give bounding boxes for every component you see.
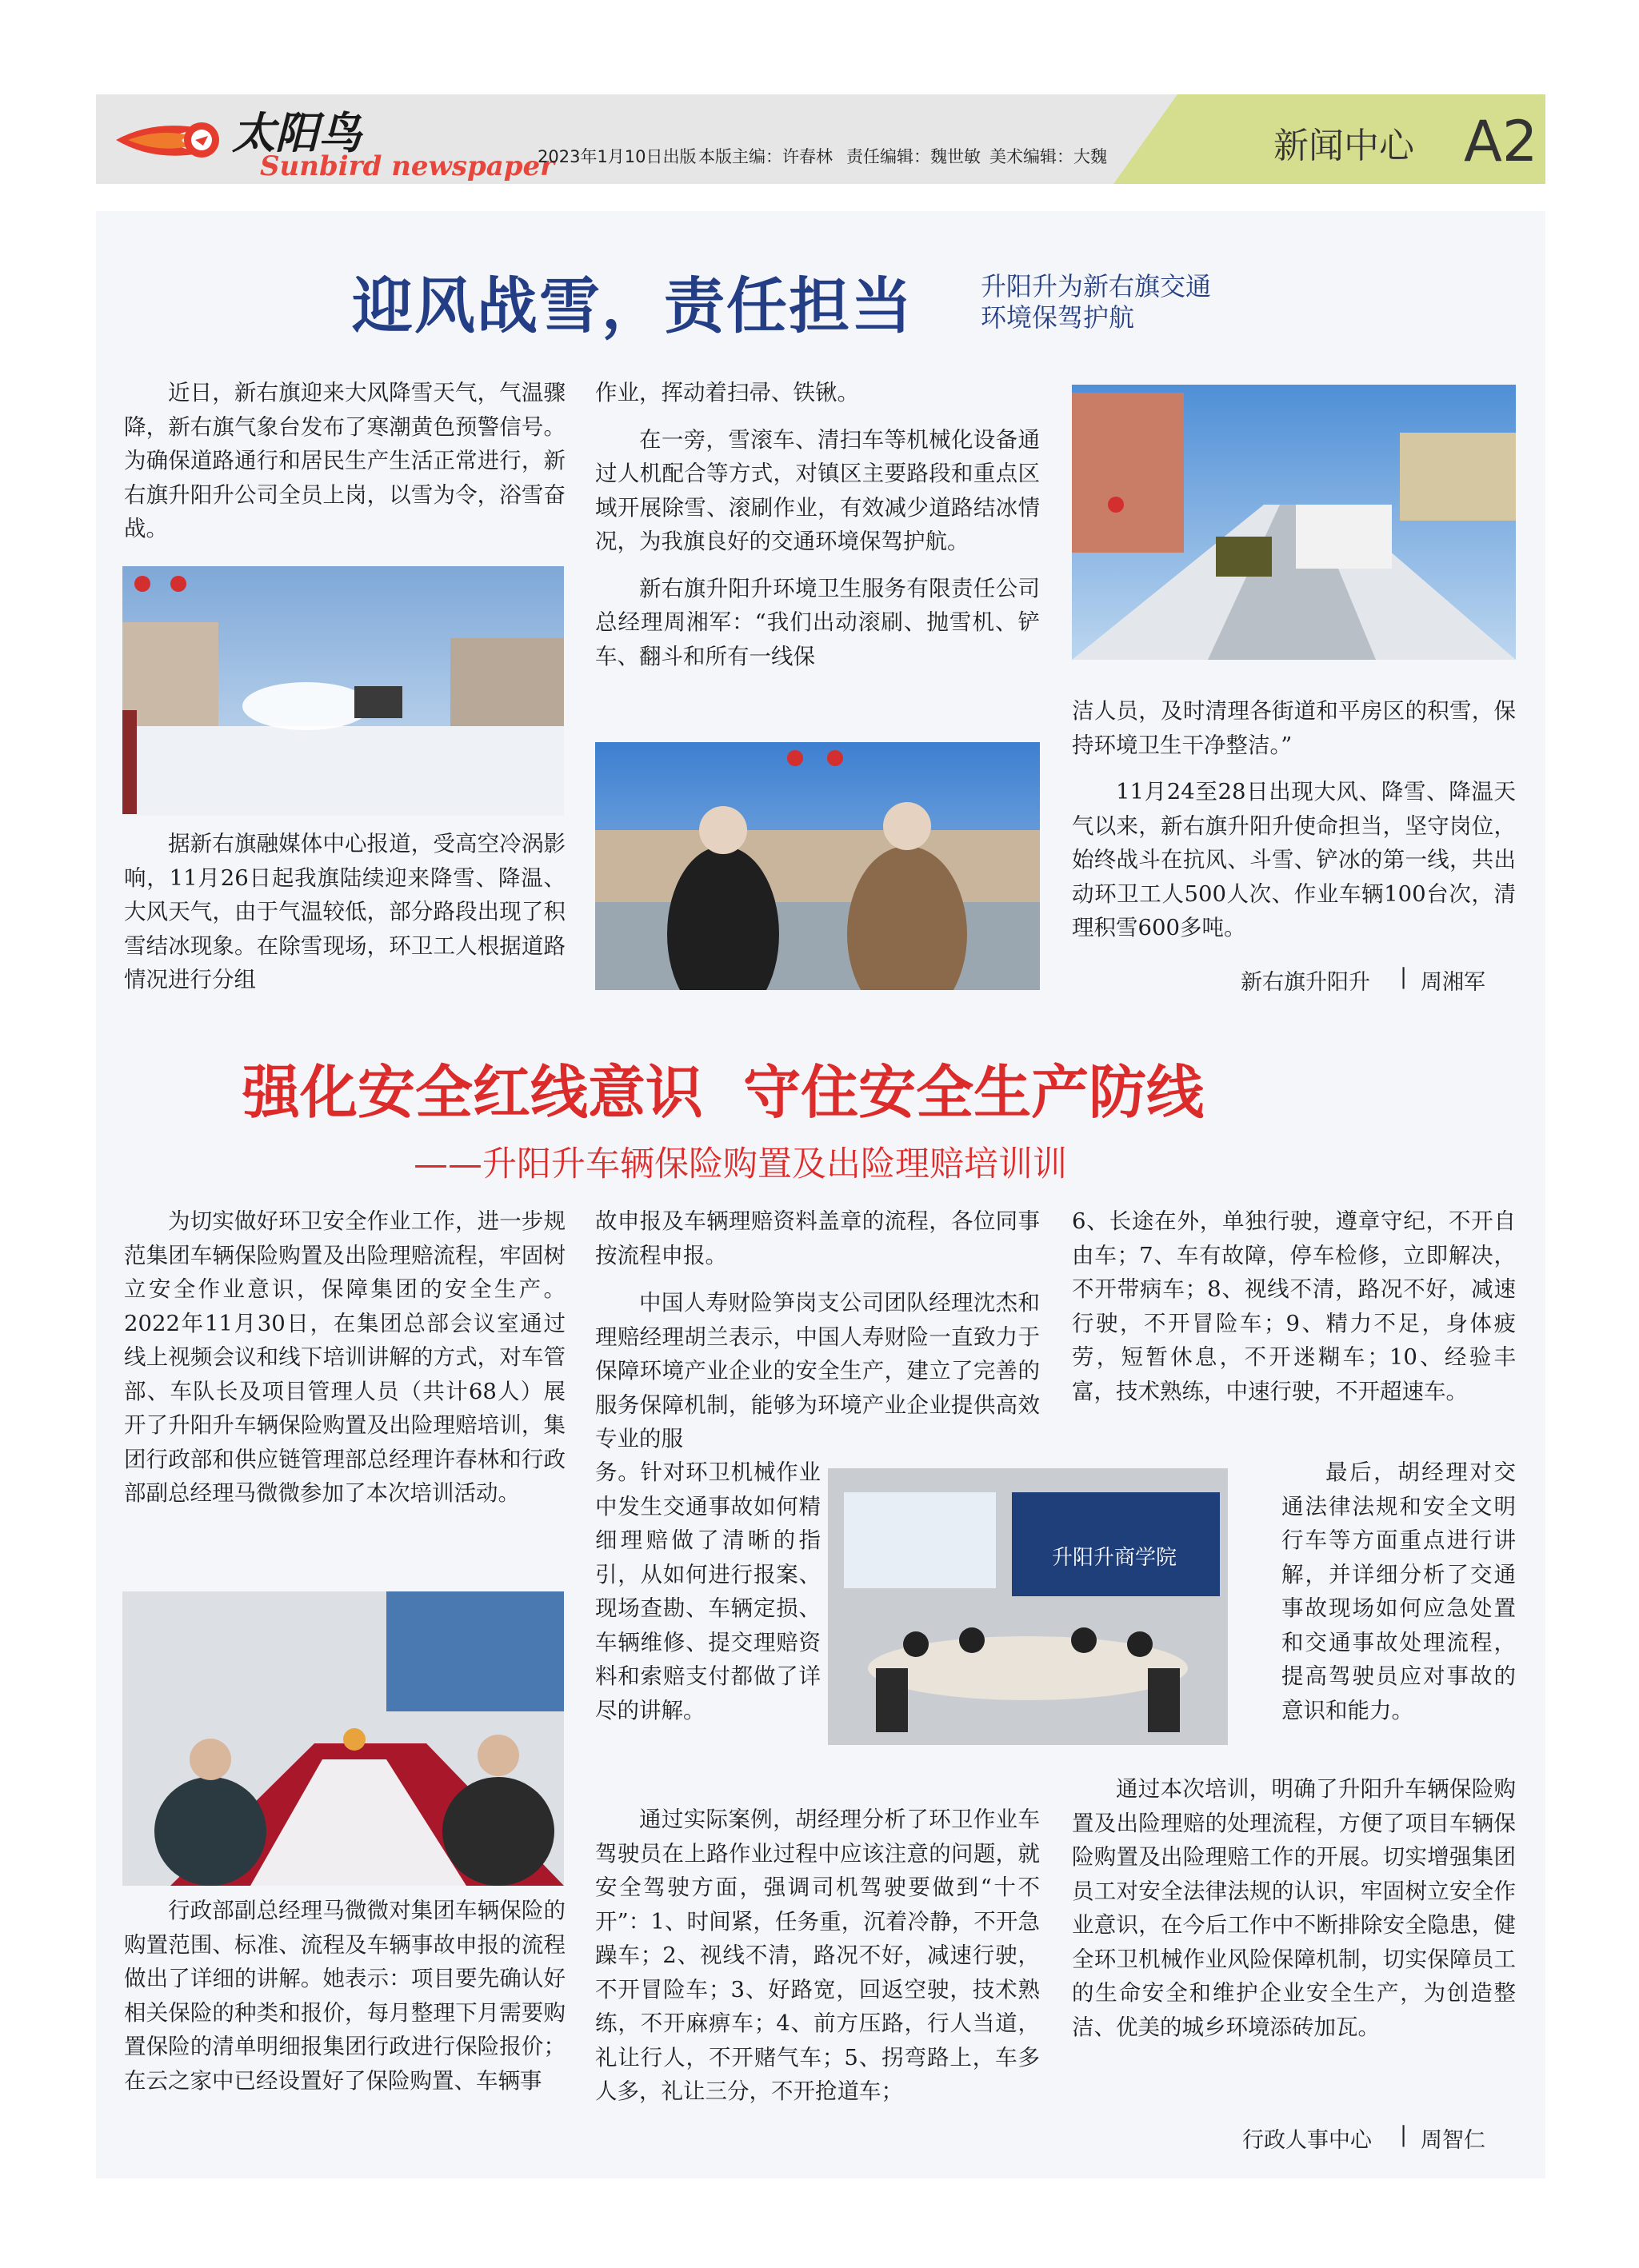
responsible-editor: 责任编辑：魏世敏 (846, 147, 981, 166)
article1-column-3 (1072, 694, 1516, 945)
article2-column-1-bottom (124, 1894, 566, 2098)
logo-chinese: 太阳鸟 (232, 107, 362, 158)
snow-clearing-street-photo (1072, 385, 1516, 660)
article1-column-1-bottom (124, 827, 566, 997)
article1-byline-org: 新右旗升阳升 (1241, 970, 1370, 995)
article2-byline-separator: | (1400, 2122, 1408, 2147)
article1-paragraph: 据新右旗融媒体中心报道，受高空冷涡影响，11月26日起我旗陆续迎来降雪、降温、大风天气，由于气温较低，部分路段出现了积雪结冰现象。在除雪现场，环卫工人根据道路情况进行分组 (124, 831, 566, 992)
interview-photo (595, 742, 1040, 990)
article2-paragraph: 中国人寿财险笋岗支公司团队经理沈杰和理赔经理胡兰表示，中国人寿财险一直致力于保障环境产业企业的安全生产，建立了完善的服务保障机制，能够为环境产业企业提供高效专业的服 (595, 1290, 1040, 1451)
chief-editor: 本版主编：许春林 (698, 147, 833, 166)
article2-byline-name: 周智仁 (1421, 2128, 1485, 2153)
article2-title: 强化安全红线意识 守住安全生产防线 (242, 1059, 1205, 1126)
logo-english: Sunbird newspaper (260, 150, 555, 182)
article2-paragraph: 行政部副总经理马微微对集团车辆保险的购置范围、标准、流程及车辆事故申报的流程做出了详细的讲解。她表示：项目要先确认好相关保险的种类和报价，每月整理下月需要购置保险的清单明细报集团行政进行保险报价；在云之家中已经设置好了保险购置、车辆事 (124, 1898, 566, 2094)
article2-column-3-top (1072, 1204, 1516, 1408)
article2-column-2-para2-wrap (595, 1455, 821, 1727)
article2-column-2-bottom (595, 1803, 1040, 2109)
snow-plow-photo (122, 566, 564, 816)
article2-subtitle: ——升阳升车辆保险购置及出险理赔培训训 (414, 1144, 1067, 1184)
article2-paragraph: 通过本次培训，明确了升阳升车辆保险购置及出险理赔的处理流程，方便了项目车辆保险购置及出险理赔工作的开展。切实增强集团员工对安全法律法规的认识，牢固树立安全作业意识，在今后工作中不断排除安全隐患，健全环卫机械作业风险保障机制，切实保障员工的生命安全和维护企业安全生产，为创造整洁、优美的城乡环境添砖加瓦。 (1072, 1776, 1516, 2040)
screen-title: 升阳升商学院 (1052, 1546, 1177, 1570)
section-name: 新闻中心 (1273, 126, 1414, 166)
article1-byline-name: 周湘军 (1421, 970, 1485, 995)
article1-paragraph: 洁人员，及时清理各街道和平房区的积雪，保持环境卫生干净整洁。” (1072, 698, 1516, 758)
article2-paragraph: 为切实做好环卫安全作业工作，进一步规范集团车辆保险购置及出险理赔流程，牢固树立安全作业意识，保障集团的安全生产。2022年11月30日，在集团总部会议室通过线上视频会议和线下培训讲解的方式，对车管部、车队长及项目管理人员（共计68人）展开了升阳升车辆保险购置及出险理赔培训，集团行政部和供应链管理部总经理许春林和行政部副总经理马微微参加了本次培训活动。 (124, 1208, 566, 1506)
article1-paragraph: 近日，新右旗迎来大风降雪天气，气温骤降，新右旗气象台发布了寒潮黄色预警信号。为确保道路通行和居民生产生活正常进行，新右旗升阳升公司全员上岗，以雪为令，浴雪奋战。 (124, 380, 566, 541)
page-number: A2 (1464, 109, 1538, 174)
sunbird-logo-icon (112, 104, 232, 176)
article1-paragraph: 新右旗升阳升环境卫生服务有限责任公司总经理周湘军：“我们出动滚刷、抛雪机、铲车、翻斗和所有一线保 (595, 575, 1040, 669)
publish-date: 2023年1月10日出版 (538, 147, 697, 166)
article1-paragraph: 在一旁，雪滚车、清扫车等机械化设备通过人机配合等方式，对镇区主要路段和重点区域开展除雪、滚刷作业，有效减少道路结冰情况，为我旗良好的交通环境保驾护航。 (595, 426, 1040, 554)
meeting-room-photo (122, 1591, 564, 1886)
article1-paragraph: 11月24至28日出现大风、降雪、降温天气以来，新右旗升阳升使命担当，坚守岗位，始终战斗在抗风、斗雪、铲冰的第一线，共出动环卫工人500人次、作业车辆100台次，清理积雪600多吨。 (1072, 779, 1516, 940)
article2-paragraph: 6、长途在外，单独行驶，遵章守纪，不开自由车；7、车有故障，停车检修，立即解决，不开带病车；8、视线不清，路况不好，减速行驶，不开冒险车；9、精力不足，身体疲劳，短暂休息，不开迷糊车；10、经验丰富，技术熟练，中速行驶，不开超速车。 (1072, 1208, 1516, 1404)
article1-byline-separator: | (1400, 964, 1408, 989)
article2-column-2-top (595, 1204, 1040, 1272)
article1-column-2-top (595, 376, 1040, 673)
article2-paragraph: 故申报及车辆理赔资料盖章的流程，各位同事按流程申报。 (595, 1208, 1040, 1268)
article2-paragraph: 通过实际案例，胡经理分析了环卫作业车驾驶员在上路作业过程中应该注意的问题，就安全驾驶方面，强调司机驾驶要做到“十不开”：1、时间紧，任务重，沉着冷静，不开急躁车；2、视线不清，路况不好，减速行驶，不开冒险车；3、好路宽，回返空驶，技术熟练，不开麻痹车；4、前方压路，行人当道，礼让行人，不开赌气车；5、拐弯路上，车多人多，礼让三分，不开抢道车； (595, 1807, 1040, 2104)
article1-subtitle-2: 环境保驾护航 (981, 302, 1135, 333)
art-editor: 美术编辑：大魏 (989, 147, 1107, 166)
article2-paragraph: 最后，胡经理对交通法律法规和安全文明行车等方面重点进行讲解，并详细分析了交通事故现场如何应急处置和交通事故处理流程，提高驾驶员应对事故的意识和能力。 (1281, 1459, 1516, 1723)
article2-byline-org: 行政人事中心 (1242, 2128, 1372, 2153)
article1-column-1-top (124, 376, 566, 546)
article2-column-2-para2-top (595, 1286, 1040, 1456)
article2-column-3-middle (1281, 1455, 1516, 1727)
article2-column-1-top (124, 1204, 566, 1511)
article2-column-3-bottom (1072, 1772, 1516, 2044)
article1-paragraph: 作业，挥动着扫帚、铁锹。 (595, 380, 859, 405)
article1-subtitle-1: 升阳升为新右旗交通 (981, 271, 1212, 301)
training-room-photo (828, 1468, 1228, 1745)
article1-title: 迎风战雪，责任担当 (352, 270, 913, 341)
article2-paragraph: 务。针对环卫机械作业中发生交通事故如何精细理赔做了清晰的指引，从如何进行报案、现场查勘、车辆定损、车辆维修、提交理赔资料和索赔支付都做了详尽的讲解。 (595, 1459, 821, 1723)
